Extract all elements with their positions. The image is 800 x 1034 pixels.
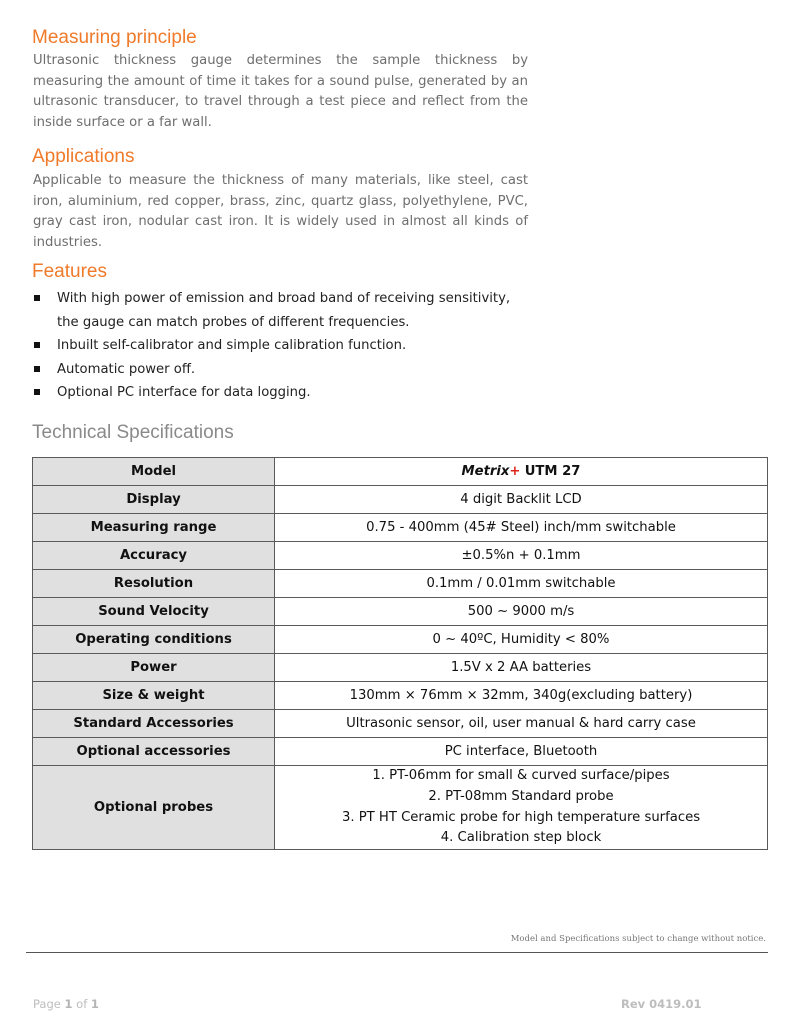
- feature-item: [33, 287, 533, 334]
- table-row: [33, 570, 768, 598]
- spec-label: Optional accessories: [33, 738, 275, 766]
- probe-item: 4. Calibration step block: [440, 830, 602, 846]
- table-row: [33, 710, 768, 738]
- spec-model-value: [275, 458, 768, 486]
- table-row: [33, 542, 768, 570]
- probe-item: 1. PT-06mm for small & curved surface/pipes: [372, 768, 670, 783]
- table-row: [33, 486, 768, 514]
- spec-value: 0 ~ 40ºC, Humidity < 80%: [275, 626, 768, 654]
- feature-item: [33, 381, 533, 405]
- spec-label: Optional probes: [33, 766, 275, 850]
- page-number: [33, 997, 99, 1011]
- table-row: [33, 682, 768, 710]
- table-row: [33, 738, 768, 766]
- spec-label: Measuring range: [33, 514, 275, 542]
- probe-item: 3. PT HT Ceramic probe for high temperature surfaces: [341, 809, 701, 825]
- square-bullet-icon: [34, 366, 40, 372]
- spec-value: 4 digit Backlit LCD: [275, 486, 768, 514]
- feature-text: With high power of emission and broad band of receiving sensitivity, the gauge can match probes of different frequencies.: [57, 291, 511, 330]
- features-heading: Features: [32, 261, 107, 282]
- spec-label: Standard Accessories: [33, 710, 275, 738]
- spec-label: Model: [33, 458, 275, 486]
- spec-value: 0.75 - 400mm (45# Steel) inch/mm switchable: [275, 514, 768, 542]
- revision-label: Rev 0419.01: [621, 997, 702, 1011]
- table-row: [33, 458, 768, 486]
- model-name: UTM 27: [524, 464, 581, 479]
- page-word: Page: [33, 997, 61, 1011]
- spec-label: Accuracy: [33, 542, 275, 570]
- table-row: [33, 766, 768, 850]
- spec-label: Display: [33, 486, 275, 514]
- feature-text: Automatic power off.: [57, 361, 196, 377]
- feature-item: [33, 358, 533, 382]
- spec-value: 500 ~ 9000 m/s: [275, 598, 768, 626]
- brand-plus: +: [509, 464, 521, 479]
- applications-text: Applicable to measure the thickness of many materials, like steel, cast iron, aluminium, red copper, brass, zinc, quartz glass, polyethylene, PVC, gray cast iron, nodular cast iron. It is widely used in almost all kinds of industries.: [33, 173, 528, 250]
- spec-label: Resolution: [33, 570, 275, 598]
- spec-probes-value: [275, 766, 768, 850]
- spec-value: ±0.5%n + 0.1mm: [275, 542, 768, 570]
- spec-label: Operating conditions: [33, 626, 275, 654]
- spec-value: 130mm × 76mm × 32mm, 340g(excluding battery): [275, 682, 768, 710]
- page-of: of: [76, 997, 88, 1011]
- probe-list: [281, 766, 761, 849]
- brand-name: Metrix: [461, 464, 510, 479]
- features-list: [33, 287, 533, 405]
- disclaimer-note: Model and Specifications subject to change without notice.: [510, 934, 766, 944]
- spec-label: Power: [33, 654, 275, 682]
- probe-item: 2. PT-08mm Standard probe: [428, 788, 614, 804]
- square-bullet-icon: [34, 342, 40, 348]
- table-row: [33, 626, 768, 654]
- measuring-principle-text: Ultrasonic thickness gauge determines the sample thickness by measuring the amount of time it takes for a sound pulse, generated by an ultrasonic transducer, to travel through a test piece and reflect from the inside surface or a far wall.: [33, 53, 528, 130]
- feature-text: Optional PC interface for data logging.: [57, 385, 311, 400]
- footer-divider: [26, 952, 768, 953]
- spec-value: PC interface, Bluetooth: [275, 738, 768, 766]
- spec-label: Size & weight: [33, 682, 275, 710]
- square-bullet-icon: [34, 389, 40, 395]
- table-row: [33, 654, 768, 682]
- page-current: 1: [64, 997, 73, 1011]
- spec-label: Sound Velocity: [33, 598, 275, 626]
- specifications-table: [32, 457, 768, 850]
- feature-item: [33, 334, 533, 358]
- technical-specifications-heading: Technical Specifications: [32, 422, 234, 443]
- applications-heading: Applications: [32, 146, 135, 167]
- spec-value: Ultrasonic sensor, oil, user manual & hard carry case: [275, 710, 768, 738]
- table-row: [33, 514, 768, 542]
- table-row: [33, 598, 768, 626]
- square-bullet-icon: [34, 295, 40, 301]
- spec-value: 1.5V x 2 AA batteries: [275, 654, 768, 682]
- page-total: 1: [90, 997, 99, 1011]
- measuring-principle-heading: Measuring principle: [32, 27, 197, 48]
- spec-value: 0.1mm / 0.01mm switchable: [275, 570, 768, 598]
- feature-text: Inbuilt self-calibrator and simple calibration function.: [57, 338, 407, 353]
